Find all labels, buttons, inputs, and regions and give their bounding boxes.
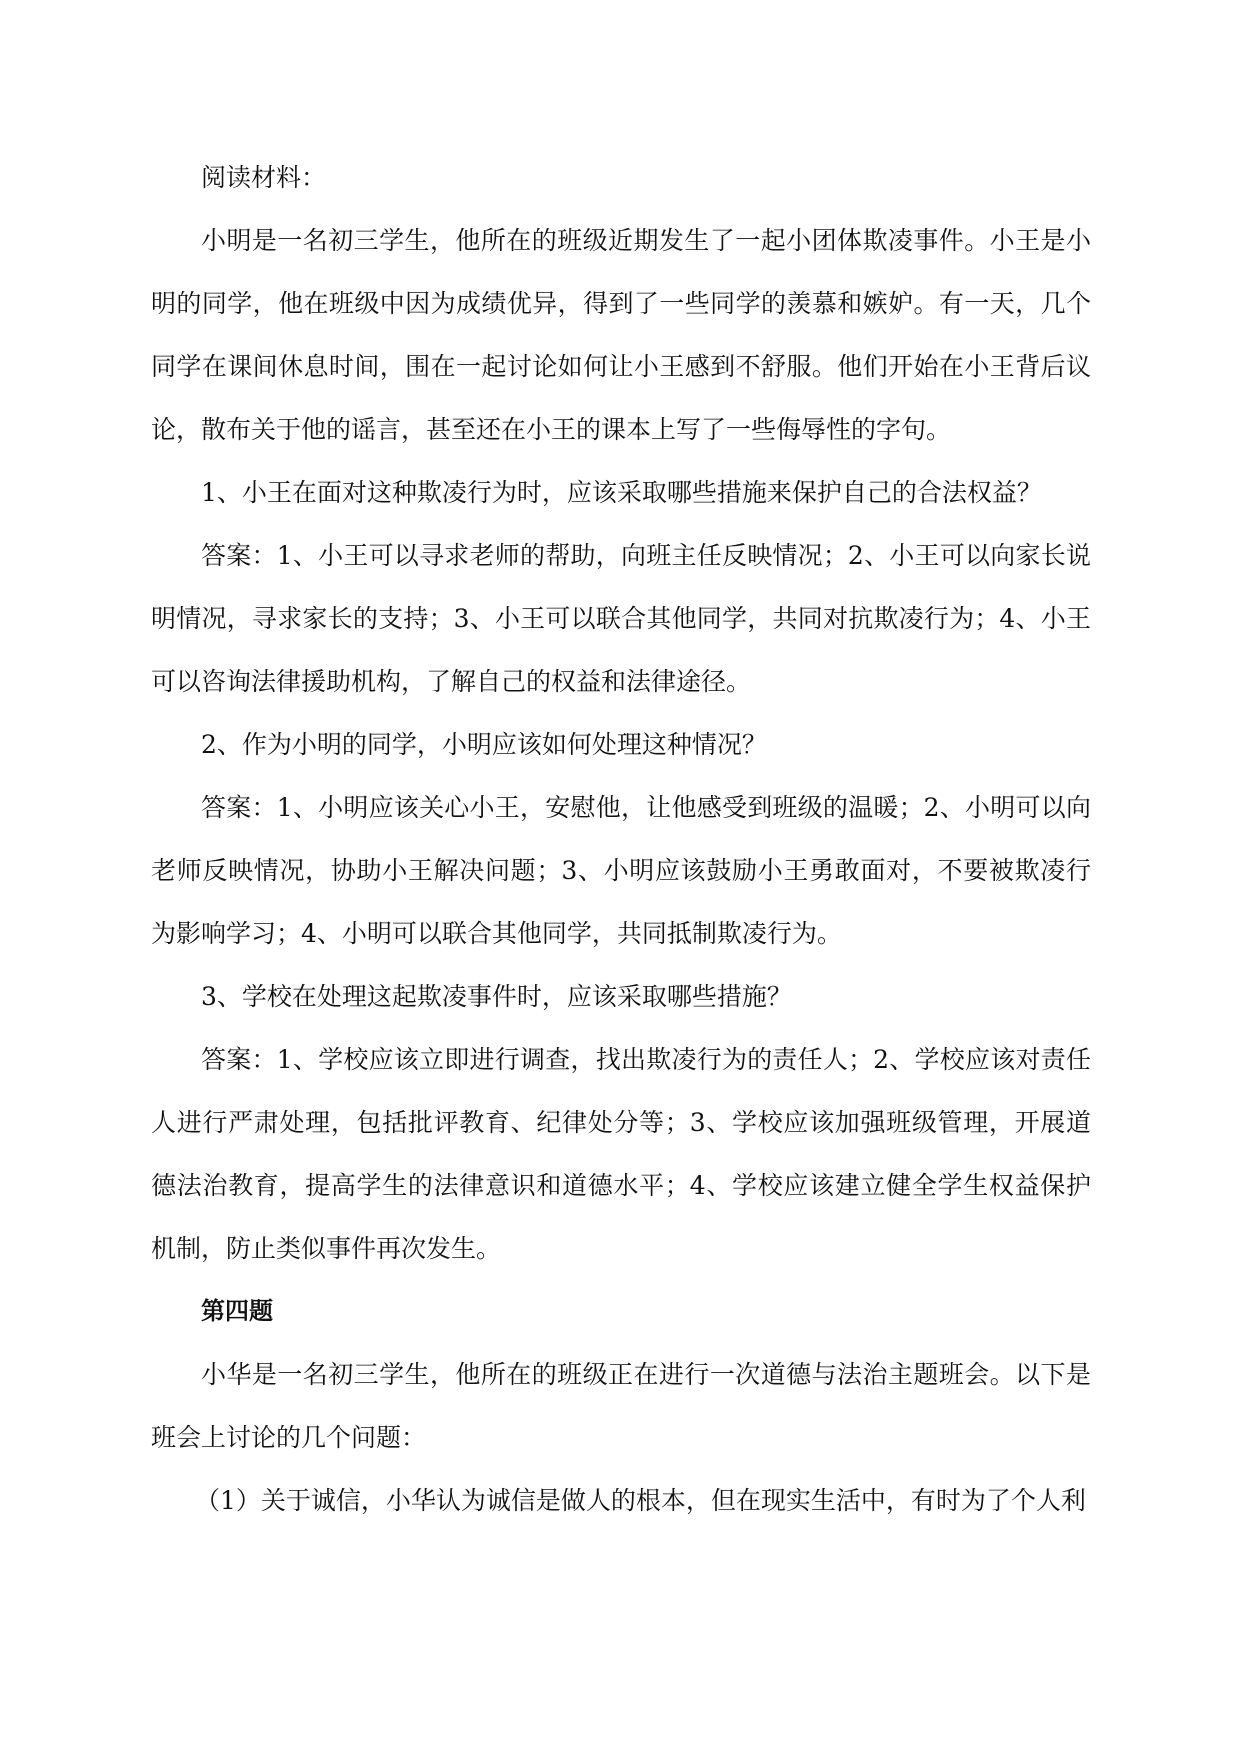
document-body xyxy=(151,146,1091,1532)
problem-4-intro: 小华是一名初三学生，他所在的班级正在进行一次道德与法治主题班会。以下是班会上讨论的几个问题： xyxy=(151,1360,1091,1452)
problem-4-item-1: （1）关于诚信，小华认为诚信是做人的根本，但在现实生活中，有时为了个人利 xyxy=(195,1486,1086,1515)
reading-material-label: 阅读材料： xyxy=(201,163,327,192)
material-paragraph: 小明是一名初三学生，他所在的班级近期发生了一起小团体欺凌事件。小王是小明的同学，他在班级中因为成绩优异，得到了一些同学的羡慕和嫉妒。有一天，几个同学在课间休息时间，围在一起讨论如何让小王感到不舒服。他们开始在小王背后议论，散布关于他的谣言，甚至还在小王的课本上写了一些侮辱性的字句。 xyxy=(151,226,1091,444)
answer-1: 答案：1、小王可以寻求老师的帮助，向班主任反映情况；2、小王可以向家长说明情况，寻求家长的支持；3、小王可以联合其他同学，共同对抗欺凌行为；4、小王可以咨询法律援助机构，了解自己的权益和法律途径。 xyxy=(151,541,1091,696)
question-2: 2、作为小明的同学，小明应该如何处理这种情况？ xyxy=(201,730,767,759)
question-3: 3、学校在处理这起欺凌事件时，应该采取哪些措施？ xyxy=(201,982,792,1011)
section-heading-4: 第四题 xyxy=(201,1297,273,1325)
answer-2: 答案：1、小明应该关心小王，安慰他，让他感受到班级的温暖；2、小明可以向老师反映情况，协助小王解决问题；3、小明应该鼓励小王勇敢面对，不要被欺凌行为影响学习；4、小明可以联合其他同学，共同抵制欺凌行为。 xyxy=(151,793,1091,948)
question-1: 1、小王在面对这种欺凌行为时，应该采取哪些措施来保护自己的合法权益？ xyxy=(201,478,1042,507)
answer-3: 答案：1、学校应该立即进行调查，找出欺凌行为的责任人；2、学校应该对责任人进行严肃处理，包括批评教育、纪律处分等；3、学校应该加强班级管理，开展道德法治教育，提高学生的法律意识和道德水平；4、学校应该建立健全学生权益保护机制，防止类似事件再次发生。 xyxy=(151,1045,1091,1263)
